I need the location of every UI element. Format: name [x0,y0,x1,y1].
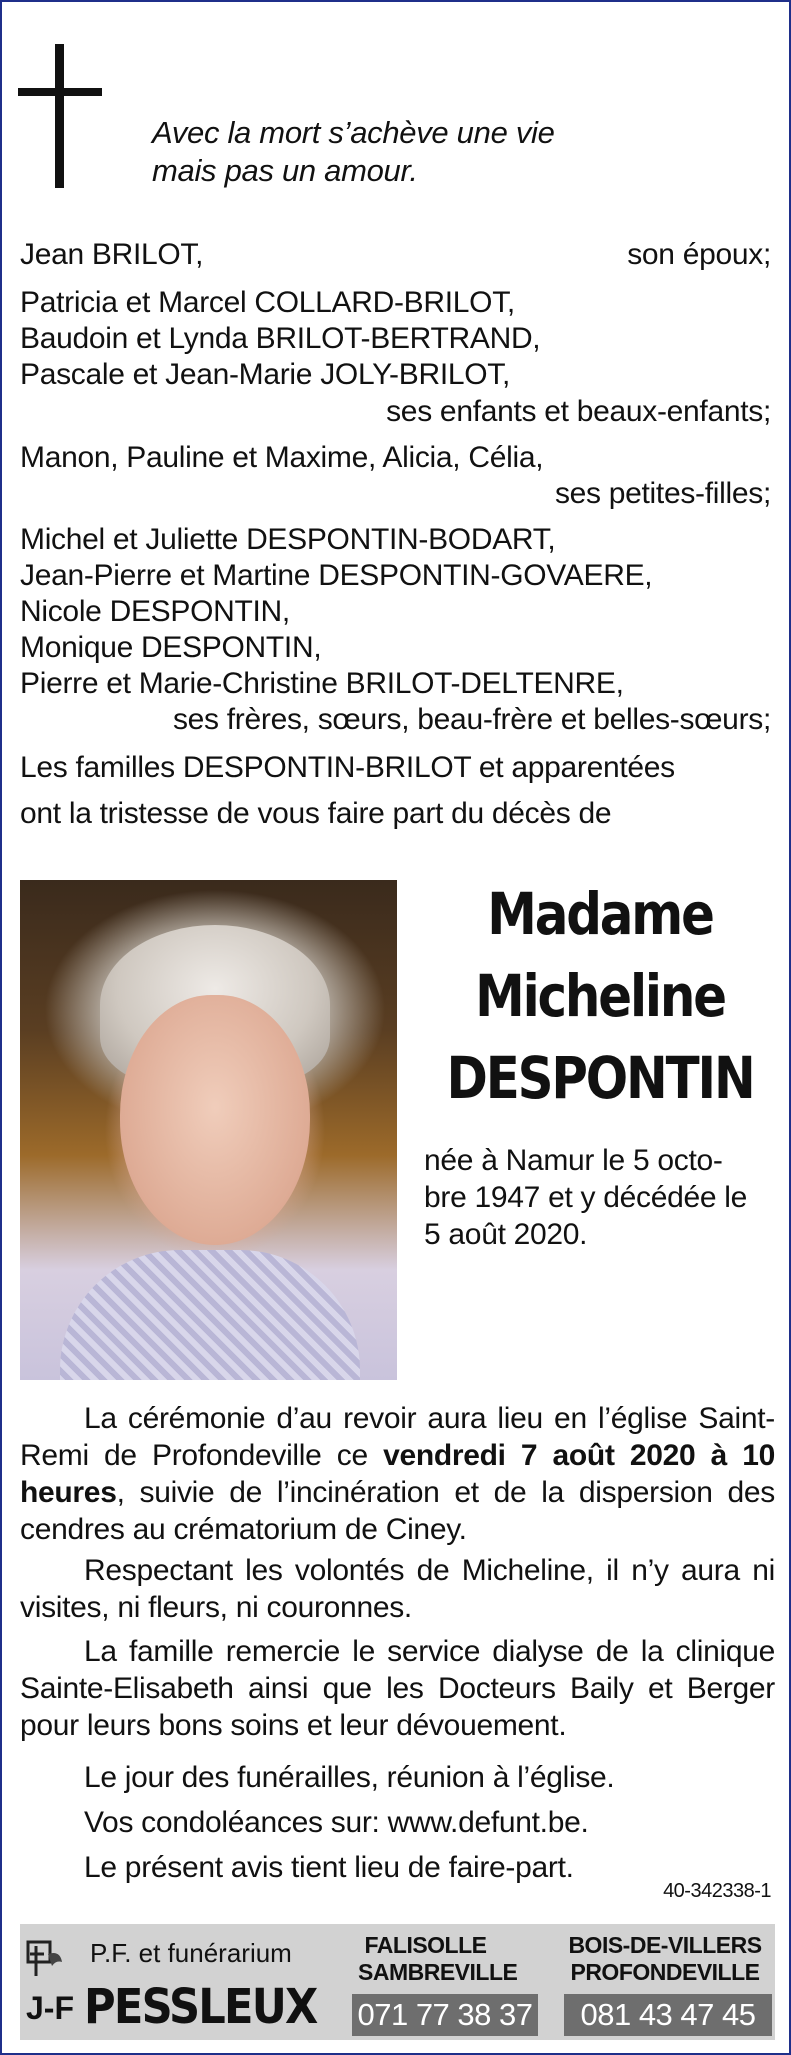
thanks-text: La famille remercie le service dialyse de la clinique Sainte-Elisabeth ainsi que les Docteurs Baily et Berger pour leurs bons soins et leur dévouement. [20,1635,775,1742]
short-line-text: Le jour des funérailles, réunion à l’église. [84,1761,615,1794]
wishes-text: Respectant les volontés de Micheline, il n’y aura ni visites, ni fleurs, ni couronnes. [20,1554,775,1624]
sibling-line: Monique DESPONTIN, [20,631,322,664]
ceremony-paragraph [20,1400,775,1548]
siblings-role: ses frères, sœurs, beau-frère et belles-sœurs; [172,703,771,736]
announcement-line: Les familles DESPONTIN-BRILOT et apparentées [20,751,675,784]
child-line: Pascale et Jean-Marie JOLY-BRILOT, [20,358,511,391]
short-line [20,1759,775,1796]
funeral-home-logo-icon [26,1940,66,1978]
short-line-text: Le présent avis tient lieu de faire-part. [84,1851,574,1884]
deceased-first-name: Micheline [475,962,725,1030]
portrait-photo [20,880,397,1380]
birth-death-line: 5 août 2020. [424,1218,588,1251]
thanks-paragraph [20,1633,775,1744]
grandchildren-line: Manon, Pauline et Maxime, Alicia, Célia, [20,441,544,474]
cross-icon [18,44,102,188]
sibling-line: Pierre et Marie-Christine BRILOT-DELTENRE, [20,667,624,700]
funeral-home-banner [20,1924,775,2040]
grandchildren-role: ses petites-filles; [554,477,771,510]
funeral-home-initials: J-F [26,1990,74,2026]
child-line: Baudoin et Lynda BRILOT-BERTRAND, [20,322,541,355]
location-2 [555,1932,775,1986]
reference-number: 40-342338-1 [663,1880,771,1902]
deceased-title: Madame [487,880,713,948]
birth-death-info [424,1142,747,1253]
motto-line-1: Avec la mort s’achève une vie [152,115,555,150]
location-1 [358,1932,518,1986]
spouse-role: son époux; [627,238,771,271]
spouse-name: Jean BRILOT, [20,238,204,271]
phone-2: 081 43 47 45 [564,1994,772,2036]
children-role: ses enfants et beaux-enfants; [386,395,771,428]
location-2-line: PROFONDEVILLE [570,1959,760,1985]
location-2-line: BOIS-DE-VILLERS [568,1932,762,1958]
ceremony-date: vendredi 7 août 2020 à 10 heures [20,1439,775,1509]
deceased-last-name: DESPONTIN [446,1044,754,1112]
phone-1: 071 77 38 37 [352,1994,538,2036]
sibling-line: Michel et Juliette DESPONTIN-BODART, [20,523,556,556]
announcement-line: ont la tristesse de vous faire part du décès de [20,797,612,830]
ceremony-intro: La cérémonie d’au revoir aura lieu en l’église Saint-Remi de Profondeville ce [20,1402,775,1472]
motto [152,114,555,190]
child-line: Patricia et Marcel COLLARD-BRILOT, [20,286,515,319]
location-1-line: SAMBREVILLE [358,1959,518,1985]
short-line [20,1849,775,1886]
ceremony-rest: , suivie de l’incinération et de la dispersion des cendres au crématorium de Ciney. [20,1476,775,1546]
wishes-paragraph [20,1552,775,1626]
funeral-home-subtitle: P.F. et funérarium [90,1938,292,1968]
short-line-text: Vos condoléances sur: www.defunt.be. [84,1806,589,1839]
sibling-line: Jean-Pierre et Martine DESPONTIN-GOVAERE, [20,559,653,592]
birth-death-line: née à Namur le 5 octo- [424,1144,723,1177]
short-line [20,1804,775,1841]
birth-death-line: bre 1947 et y décédée le [424,1181,748,1214]
motto-line-2: mais pas un amour. [152,153,418,188]
funeral-home-name: PESSLEUX [84,1979,317,2035]
location-1-line: FALISOLLE [364,1932,487,1958]
sibling-line: Nicole DESPONTIN, [20,595,290,628]
